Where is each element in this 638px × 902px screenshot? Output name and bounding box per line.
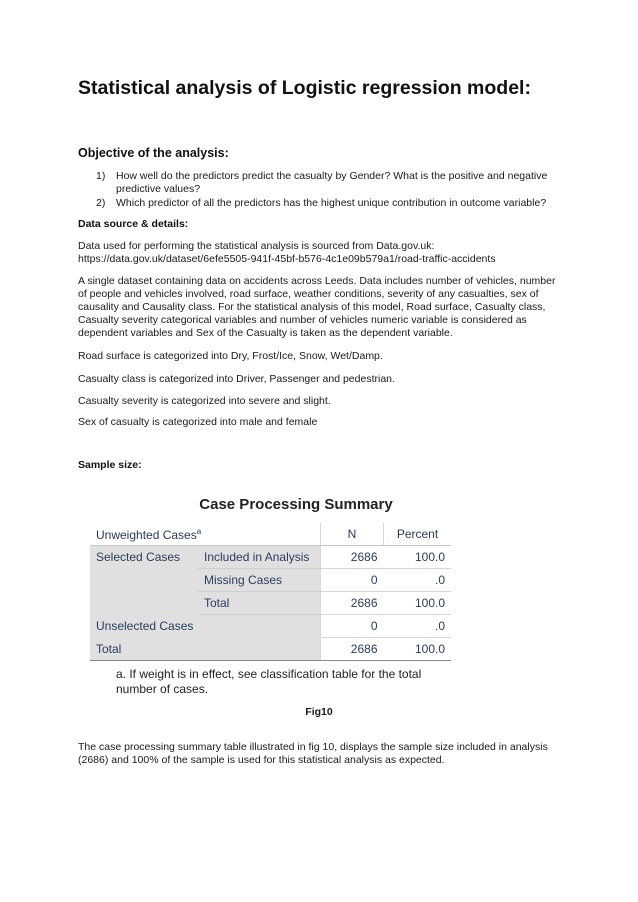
table-row xyxy=(90,592,451,615)
question-number: 2) xyxy=(96,197,106,209)
objective-question-list xyxy=(78,170,560,212)
cell-percent: 100.0 xyxy=(384,638,452,661)
row-sublabel: Missing Cases xyxy=(198,569,321,592)
cell-percent: .0 xyxy=(384,615,452,638)
cell-percent: 100.0 xyxy=(384,592,452,615)
cell-n: 0 xyxy=(321,615,384,638)
table-row xyxy=(90,546,451,569)
sample-size-heading: Sample size: xyxy=(78,459,142,471)
objective-heading: Objective of the analysis: xyxy=(78,146,229,160)
question-text: Which predictor of all the predictors has the highest unique contribution in outcome variable? xyxy=(116,197,547,209)
data-source-paragraph: Data used for performing the statistical analysis is sourced from Data.gov.uk: https://data.gov.uk/dataset/6efe5505-941f-45bf-b576-4c1e09b579a1/road-traffic-accidents xyxy=(78,240,496,265)
road-surface-paragraph: Road surface is categorized into Dry, Frost/Ice, Snow, Wet/Damp. xyxy=(78,350,383,362)
table-title: Case Processing Summary xyxy=(199,496,393,513)
figure-caption: Fig10 xyxy=(305,706,333,718)
table-row xyxy=(90,638,451,661)
cell-n: 0 xyxy=(321,569,384,592)
question-number: 1) xyxy=(96,170,106,182)
question-item xyxy=(78,170,560,195)
header-unweighted-cases: Unweighted Cases$^a$ xyxy=(90,523,321,546)
casualty-class-paragraph: Casualty class is categorized into Driver, Passenger and pedestrian. xyxy=(78,373,395,385)
cell-n: 2686 xyxy=(321,638,384,661)
data-source-heading: Data source & details: xyxy=(78,218,189,230)
cell-n: 2686 xyxy=(321,592,384,615)
question-text: How well do the predictors predict the casualty by Gender? What is the positive and negative predictive values? xyxy=(116,170,548,195)
header-percent: Percent xyxy=(384,523,452,546)
case-processing-summary-table xyxy=(90,523,451,661)
dataset-description-paragraph: A single dataset containing data on accidents across Leeds. Data includes number of vehicles, number of people and vehicles involved, road surface, weather conditions, severity of any casualties, sex of causality and Causality class. For the statistical analysis of this model, Road surface, Casualty class, Casualty severity categorical variables and number of vehicles numeric variable is considered as dependent variables and Sex of the Casualty is taken as the dependent variable. xyxy=(78,275,556,339)
page-title: Statistical analysis of Logistic regression model: xyxy=(78,77,531,99)
cell-n: 2686 xyxy=(321,546,384,569)
table-footnote: a. If weight is in effect, see classification table for the total number of cases. xyxy=(116,667,422,696)
row-label xyxy=(90,592,198,615)
table-header-row xyxy=(90,523,451,546)
cell-percent: 100.0 xyxy=(384,546,452,569)
case-processing-summary-figure xyxy=(90,496,480,697)
row-sublabel: Total xyxy=(198,592,321,615)
row-label xyxy=(90,569,198,592)
header-n: N xyxy=(321,523,384,546)
casualty-severity-paragraph: Casualty severity is categorized into severe and slight. xyxy=(78,395,331,407)
row-label: Total xyxy=(90,638,321,661)
conclusion-paragraph: The case processing summary table illustrated in fig 10, displays the sample size included in analysis (2686) and 100% of the sample is used for this statistical analysis as expected. xyxy=(78,741,548,766)
row-label: Unselected Cases xyxy=(90,615,321,638)
table-row xyxy=(90,615,451,638)
row-label: Selected Cases xyxy=(90,546,198,569)
cell-percent: .0 xyxy=(384,569,452,592)
row-sublabel: Included in Analysis xyxy=(198,546,321,569)
sex-of-casualty-paragraph: Sex of casualty is categorized into male and female xyxy=(78,416,318,428)
question-item xyxy=(78,197,560,210)
table-row xyxy=(90,569,451,592)
